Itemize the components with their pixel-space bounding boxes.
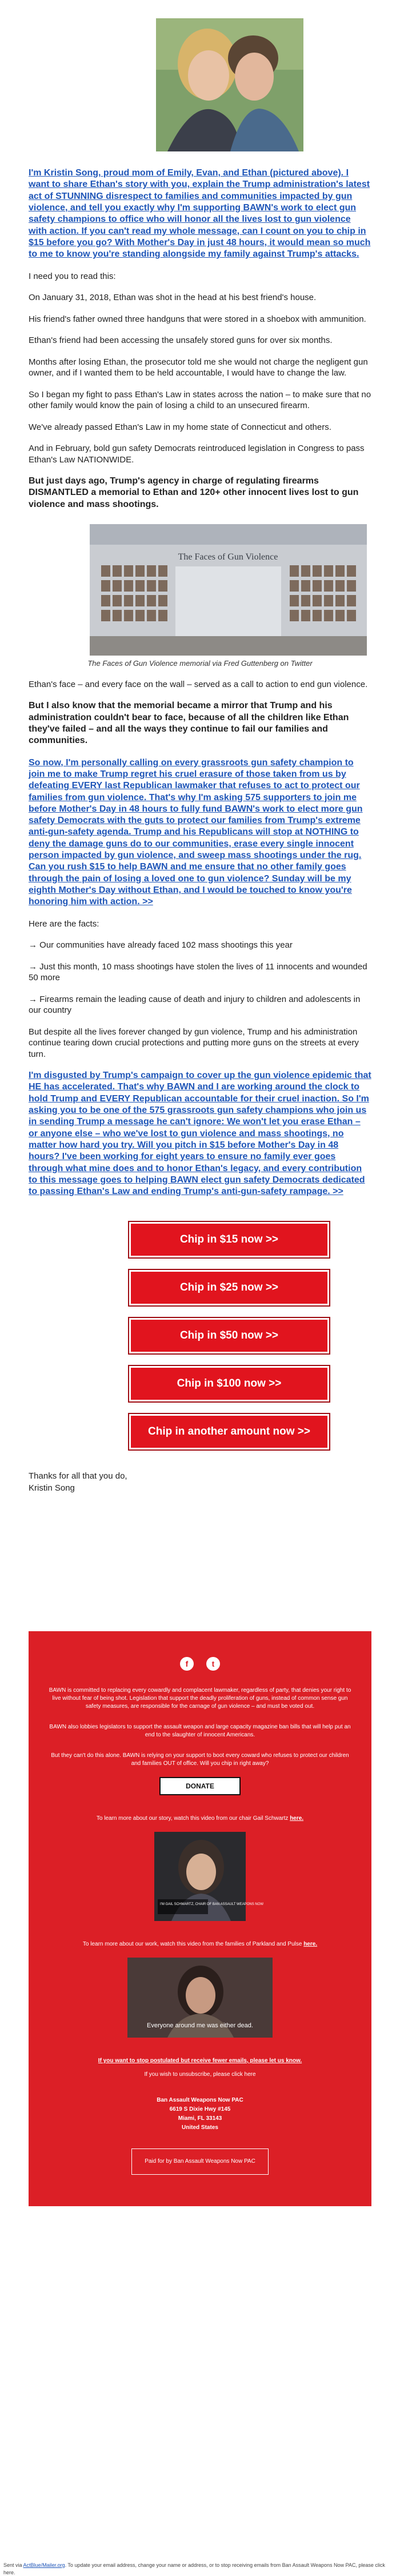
video-thumbnail-1 [154, 1832, 264, 1921]
bottom-disclaimer [0, 2562, 400, 2576]
story-video-link[interactable]: here. [290, 1815, 304, 1822]
mother-and-son-photo [156, 18, 303, 151]
fact-item: → Just this month, 10 mass shootings have stolen the lives of 11 innocents and wounded 50 more [29, 961, 367, 983]
families-text [29, 1940, 371, 1948]
call-to-action-link[interactable]: So now, I'm personally calling on every grassroots gun safety champion to join me to make Trump regret his cruel erasure of those taken from us by defeating EVERY last Republican lawmaker that refuses to act to protect our families from gun violence. That's why I'm asking 575 supporters to join me before Mother's Day in 48 hours to fully fund BAWN's work to elect more gun safety Democrats with the guts to protect our families from Trump's extreme anti-gun-safety agenda. Trump and his Republicans will stop at NOTHING to deny the damage guns do to our communities, erase every single innocent person impacted by gun violence, and sweep mass shootings under the rug. Can you rush $15 to help BAWN and me ensure that no other family goes through the pain of losing a loved one to gun violence? Sunday will be my eighth Mother's Day without Ethan, and I would be touched to know you're honoring him with action. >> [29, 757, 363, 907]
paragraph-accessing: Ethan's friend had been accessing the unsafely stored guns for over six months. [29, 336, 333, 345]
org-name: Ban Assault Weapons Now PAC [157, 2096, 243, 2103]
video2-caption: Everyone around me was either dead. [147, 2022, 253, 2029]
address-country: United States [182, 2124, 218, 2131]
bold-dismantled: But just days ago, Trump's agency in charge of regulating firearms DISMANTLED a memorial to Ethan and 120+ other innocent lives lost to gun violence and mass shootings. [29, 476, 359, 509]
memorial-wall-image [90, 524, 367, 656]
email-preferences-link[interactable]: If you want to stop postulated but receive fewer emails, please let us know. [98, 2057, 302, 2064]
chip-in-other-button[interactable]: Chip in another amount now >> [129, 1414, 329, 1449]
footer [29, 1631, 371, 2206]
chip-in-25-button[interactable]: Chip in $25 now >> [129, 1270, 329, 1305]
paragraph-read-this: I need you to read this: [29, 271, 116, 281]
paragraph-ethans-face: Ethan's face – and every face on the wall – served as a call to action to end gun violence. [29, 679, 368, 689]
paragraph-fight: So I began my fight to pass Ethan's Law in states across the nation – to make sure that no other family would know the pain of losing a child to an unsecured firearm. [29, 389, 371, 410]
paragraph-handguns: His friend's father owned three handguns that were stored in a shoebox with ammunition. [29, 314, 366, 324]
paragraph-shot: On January 31, 2018, Ethan was shot in the head at his best friend's house. [29, 293, 317, 302]
fact-item: → Our communities have already faced 102 mass shootings this year [29, 940, 293, 950]
facts-intro: Here are the facts: [29, 918, 99, 929]
families-video-link[interactable]: here. [303, 1940, 318, 1947]
paragraph-february: And in February, bold gun safety Democrats reintroduced legislation in Congress to pass Ethan's Law NATIONWIDE. [29, 444, 365, 465]
mailing-address [29, 2096, 371, 2132]
unsubscribe-link[interactable]: If you wish to unsubscribe, please click here [144, 2071, 256, 2078]
fact-item: → Firearms remain the leading cause of death and injury to children and adolescents in our country [29, 994, 361, 1016]
address-line-2: Miami, FL 33143 [178, 2115, 222, 2122]
chip-in-15-button[interactable]: Chip in $15 now >> [129, 1222, 329, 1257]
memorial-sign-text: The Faces of Gun Violence [178, 552, 278, 562]
footer-mission: BAWN is committed to replacing every cowardly and complacent lawmaker, regardless of party, that denies your right to live without fear of being shot. Legislation that support the deadly proliferation of guns, instead of common sense gun safety measures, are responsible for the carnage of gun violence – and must be voted out. [49, 1687, 351, 1710]
gail-schwartz-video[interactable] [154, 1832, 264, 1921]
footer-cant-alone: But they can't do this alone. BAWN is relying on your support to boot every coward who refuses to protect our children and families OUT of office. Will you chip in right away? [51, 1752, 349, 1767]
twitter-icon[interactable]: t [206, 1657, 220, 1671]
bold-mirror: But I also know that the memorial became a mirror that Trump and his administration couldn't bear to face, because of all the children like Ethan they've failed – and all the ways they continue to fail our families and communities. [29, 701, 349, 746]
footer-lobbies: BAWN also lobbies legislators to support the assault weapon and large capacity magazine ban bills that will help put an end to the slaughter of innocent Americans. [49, 1723, 351, 1738]
paragraph-connecticut: We've already passed Ethan's Law in my home state of Connecticut and others. [29, 422, 331, 432]
bottom-post: . To update your email address, change your name or address, or to stop receiving emails from Ban Assault Weapons Now PAC, please click here. [3, 2562, 385, 2575]
memorial-caption: The Faces of Gun Violence memorial via Fred Guttenberg on Twitter [87, 658, 313, 668]
address-line-1: 6619 S Dixie Hwy #145 [169, 2106, 231, 2112]
donation-buttons [29, 1222, 371, 1449]
facebook-icon[interactable]: f [180, 1657, 194, 1671]
signoff-name: Kristin Song [29, 1483, 75, 1493]
video-thumbnail-2 [127, 1958, 273, 2038]
parkland-pulse-video[interactable] [127, 1958, 273, 2038]
signoff-thanks: Thanks for all that you do, [29, 1471, 127, 1481]
content-column [0, 18, 400, 1494]
donate-button[interactable]: DONATE [159, 1777, 241, 1795]
chip-in-50-button[interactable]: Chip in $50 now >> [129, 1318, 329, 1353]
disgusted-link[interactable]: I'm disgusted by Trump's campaign to cover up the gun violence epidemic that HE has accelerated. That's why BAWN and I are working around the clock to hold Trump and EVERY Republican accountable for their cruel inaction. So I'm asking you to be one of the 575 grassroots gun safety champions who join us in sending Trump a message he can't ignore: We won't let you erase Ethan – or anyone else – who we've lost to gun violence and mass shootings, no matter how hard you try. Will you pitch in $15 before Mother's Day in 48 hours? I've been working for eight years to ensure no family ever goes through what mine does and to honor Ethan's legacy, and every contribution to this message goes to helping BAWN elect gun safety Democrats dedicated to passing Ethan's Law and ending Trump's anti-gun-safety rampage. >> [29, 1071, 371, 1197]
story-text-pre: To learn more about our story, watch this video from our chair Gail Schwartz [96, 1815, 289, 1822]
signoff [29, 1470, 371, 1494]
hero-photo [156, 18, 303, 151]
paragraph-prosecutor: Months after losing Ethan, the prosecutor told me she would not charge the negligent gun owner, and if I wanted them to be held accountable, I would have to change the law. [29, 357, 368, 378]
email-body [0, 18, 400, 2575]
social-links [29, 1657, 371, 1671]
memorial-photo [90, 524, 367, 656]
families-text-pre: To learn more about our work, watch this video from the families of Parkland and Pulse [82, 1940, 302, 1947]
video1-caption: I'M GAIL SCHWARTZ, CHAIR OF BAN ASSAULT WEAPONS NOW [160, 1902, 264, 1906]
story-text [29, 1815, 371, 1823]
bottom-pre: Sent via [3, 2562, 22, 2568]
actblue-link[interactable]: ActBlue/Mailer.org [23, 2562, 65, 2568]
intro-link[interactable]: I'm Kristin Song, proud mom of Emily, Evan, and Ethan (pictured above). I want to share Ethan's story with you, explain the Trump administration's latest act of STUNNING disrespect to families and communities impacted by gun violence, and tell you exactly why I'm supporting BAWN's work to elect gun safety champions to office who will honor all the lives lost to gun violence with action. If you can't read my whole message, can I count on you to chip in $15 before you go? With Mother's Day in just 48 hours, it would mean so much to me to know you're standing alongside my family against Trump's attacks. [29, 168, 371, 259]
chip-in-100-button[interactable]: Chip in $100 now >> [129, 1366, 329, 1401]
paid-for-box: Paid for by Ban Assault Weapons Now PAC [131, 2148, 269, 2175]
paragraph-despite: But despite all the lives forever changed by gun violence, Trump and his administration continue tearing down crucial protections and putting more guns on the streets at every turn. [29, 1027, 359, 1059]
